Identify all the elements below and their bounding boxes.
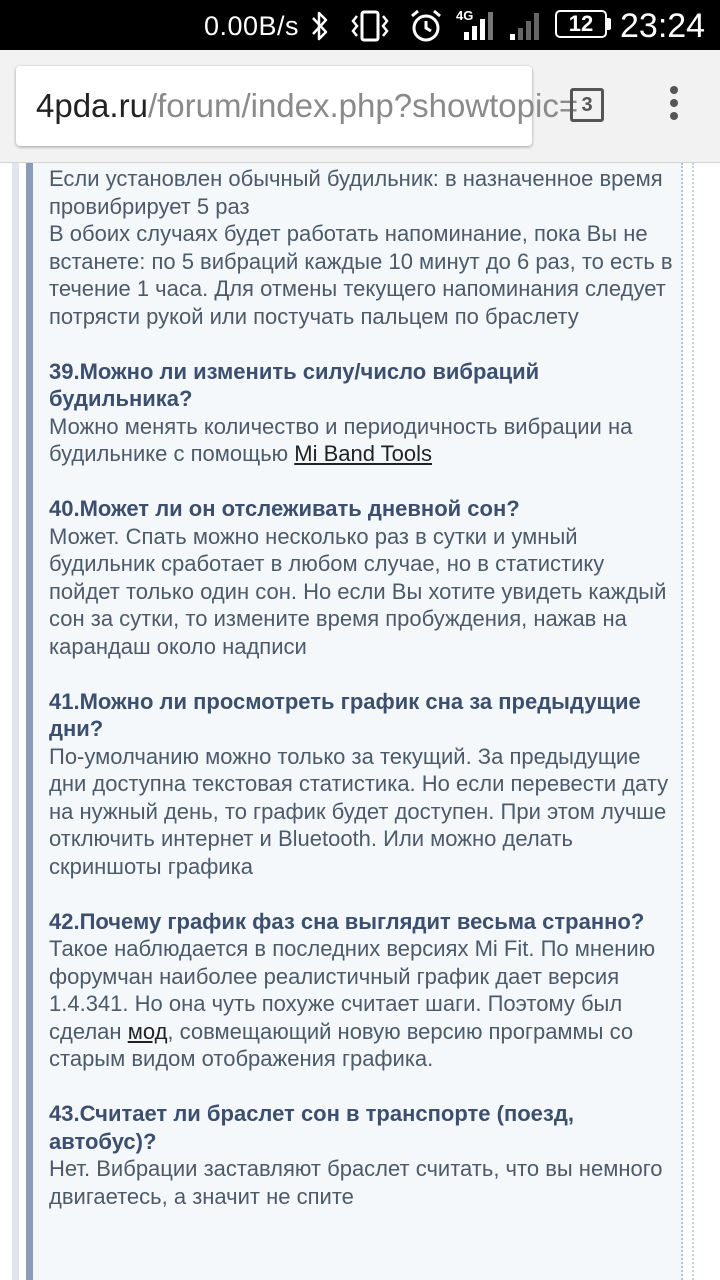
quote-accent-bar [26, 163, 33, 1280]
answer-43: Нет. Вибрации заставляют браслет считать, что вы немного двигаетесь, а значит не спите [49, 1156, 663, 1209]
question-42: 42.Почему график фаз сна выглядит весьма странно? [49, 908, 645, 934]
tab-switcher-button[interactable]: 3 [570, 88, 604, 122]
url-domain: 4pda.ru [36, 87, 148, 124]
intro-paragraph-2: В обоих случаях будет работать напоминание, пока Вы не встанете: по 5 вибраций каждые 10 минут до 6 раз, то есть в течение 1 часа. Для отмены текущего напоминания следует потрясти рукой или постучать пальцем по браслету [49, 221, 673, 329]
battery-icon: 12 [555, 10, 607, 38]
mi-band-tools-link[interactable]: Mi Band Tools [294, 441, 433, 466]
vibrate-icon [348, 6, 392, 46]
url-path: /forum/index.php?showtopic= [147, 87, 579, 124]
faq-content [49, 165, 674, 1210]
svg-text:4G: 4G [456, 8, 474, 23]
mod-link[interactable]: мод [127, 1018, 168, 1044]
post-border-left [12, 163, 19, 1280]
battery-tip [607, 18, 611, 30]
answer-39: Можно менять количество и периодичность вибрации на будильнике с помощью Mi Band Tools [49, 413, 633, 466]
post-border-right [692, 163, 694, 1280]
url-text[interactable] [36, 87, 578, 125]
alarm-icon [406, 6, 446, 46]
overflow-menu-icon[interactable] [660, 86, 688, 126]
signal-4g-icon [454, 6, 506, 46]
answer-42: Такое наблюдается в последних версиях Mi Fit. По мнению форумчан наиболее реалистичный график дает версия 1.4.341. Но она чуть похуже считает шаги. Поэтому был сделан мод, совмещающий новую версию программы со старым видом отображения графика. [49, 936, 656, 1071]
intro-paragraph-1: Если установлен обычный будильник: в назначенное время провибрирует 5 раз [49, 166, 663, 219]
bluetooth-icon [308, 6, 332, 46]
address-bar[interactable] [16, 66, 579, 146]
question-41: 41.Можно ли просмотреть график сна за предыдущие дни? [49, 688, 641, 741]
browser-toolbar [0, 50, 720, 163]
question-43: 43.Считает ли браслет сон в транспорте (поезд, автобус)? [49, 1101, 574, 1154]
status-bar [0, 0, 720, 50]
network-speed: 0.00B/s [204, 11, 300, 41]
clock: 23:24 [620, 7, 706, 45]
question-40: 40.Может ли он отслеживать дневной сон? [49, 496, 520, 521]
answer-40: Может. Спать можно несколько раз в сутки и умный будильник сработает в любом случае, но в статистику пойдет только один сон. Но если Вы хотите увидеть каждый сон за сутки, то измените время пробуждения, нажав на карандаш около надписи [49, 523, 667, 659]
signal-weak-icon [506, 6, 550, 46]
answer-41: По-умолчанию можно только за текущий. За предыдущие дни доступна текстовая статистика. Но если перевести дату на нужный день, то график будет доступен. При этом лучше отключить интернет и Bluetooth. Или можно делать скриншоты графика [49, 743, 669, 879]
web-page [0, 163, 720, 1280]
question-39: 39.Можно ли изменить силу/число вибраций будильника? [49, 358, 540, 411]
